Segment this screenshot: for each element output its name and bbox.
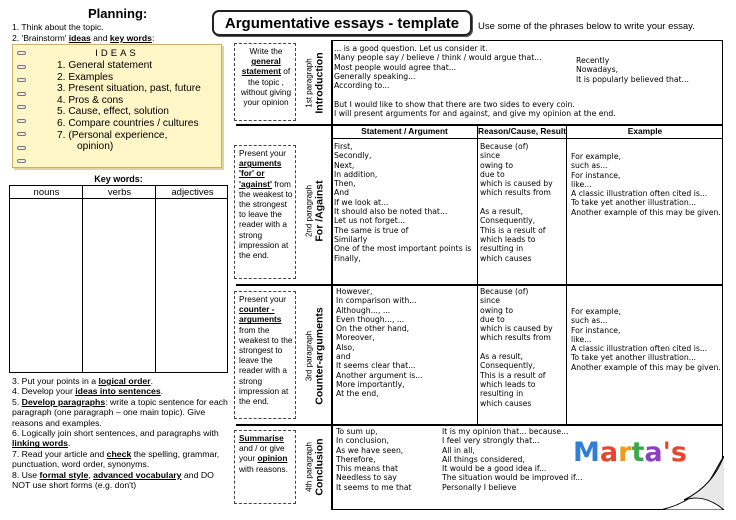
keywords-header-verbs: verbs	[107, 187, 132, 198]
body1-description: Present your arguments 'for' or 'against' from the weakest to the strongest to leave the reader with a strong impression at the end.	[234, 145, 296, 279]
body1-reasons	[480, 142, 553, 263]
phrase-line: As a result,	[480, 352, 524, 362]
body2-examples	[571, 307, 721, 372]
phrase-line: This means that	[336, 464, 399, 474]
phrase-line: In comparison with...	[336, 296, 417, 306]
phrase-line: Consequently,	[480, 216, 536, 226]
phrase-line: This is a result of	[480, 370, 546, 380]
ideas-item: opinion)	[77, 141, 114, 153]
phrase-line: The situation would be improved if...	[442, 473, 583, 483]
phrase-line: Nowadays,	[576, 65, 619, 75]
phrase-line: It seems to me that	[336, 482, 412, 492]
phrase-line: As we have seen,	[336, 445, 404, 455]
phrase-line: Secondly,	[334, 151, 372, 161]
body2-description: Present your counter - arguments from the weakest to the strongest to leave the reader with a strong impression at the end.	[234, 291, 296, 419]
phrase-line: which leads to	[480, 234, 536, 244]
keywords-column-verbs	[83, 186, 156, 372]
page-title: Argumentative essays - template	[212, 10, 472, 36]
phrase-line: owing to	[480, 305, 514, 315]
keywords-header-adjectives: adjectives	[171, 187, 214, 198]
planning-step-1: 1. Think about the topic.	[12, 22, 104, 32]
ideas-notepad	[12, 44, 222, 168]
phrase-line: Generally speaking...	[334, 71, 416, 81]
planning-title: Planning:	[88, 6, 148, 21]
keywords-table	[9, 185, 228, 373]
ideas-item: 3. Present situation, past, future	[57, 83, 201, 95]
phrase-line: resulting in	[480, 389, 524, 399]
phrase-line: For instance,	[571, 170, 621, 180]
phrase-line: which is caused by	[480, 324, 553, 334]
phrase-line	[480, 343, 553, 352]
phrase-line: First,	[334, 142, 353, 151]
phrase-line: In addition,	[334, 169, 378, 179]
phrase-line: This is a result of	[480, 225, 546, 235]
phrase-line: Even though..., ...	[336, 314, 405, 324]
intro-phrases-left	[334, 44, 542, 90]
phrase-line: owing to	[480, 160, 514, 170]
phrase-line: like...	[571, 334, 592, 344]
phrase-line: I feel very strongly that...	[442, 436, 540, 446]
phrase-line: Many people say / believe / think / would argue that...	[334, 53, 542, 63]
ideas-item: 2. Examples	[57, 71, 114, 83]
conclusion-section-label: 4th paragraph Conclusion	[305, 438, 327, 496]
column-header-statement: Statement / Argument	[361, 126, 448, 136]
page-curl-icon	[660, 456, 724, 510]
phrase-line: Similarly	[334, 234, 368, 244]
phrase-line: Another example of this may be given.	[571, 362, 721, 372]
conclusion-phrases-left	[336, 427, 412, 492]
phrase-line: The same is true of	[334, 225, 409, 235]
step-8: 8. Use formal style, advanced vocabulary and DO NOT use short forms (e.g. don't)	[12, 469, 214, 491]
phrase-line: such as...	[571, 161, 608, 171]
column-header-reason: Reason/Cause, Result	[478, 126, 566, 136]
phrase-line: such as...	[571, 316, 608, 326]
conclusion-description: Summarise and / or give your opinion with reasons.	[234, 430, 296, 504]
phrase-line: It seems clear that...	[336, 361, 416, 371]
phrase-line: I will present arguments for and against, and give my opinion at the end.	[334, 109, 616, 119]
phrase-line: To take yet another illustration...	[571, 353, 697, 363]
phrase-line: since	[480, 151, 500, 161]
phrase-line: It is popularly believed that...	[576, 74, 689, 84]
phrase-line: Most people would agree that...	[334, 62, 457, 72]
phrase-line: If we look at...	[334, 197, 389, 207]
phrase-line: since	[480, 296, 500, 306]
phrase-line: More importantly,	[336, 379, 405, 389]
phrase-line: resulting in	[480, 244, 524, 254]
phrase-line: Therefore,	[336, 454, 376, 464]
step2-suffix: :	[151, 33, 155, 43]
phrase-line: And	[334, 188, 350, 198]
phrase-line: Because (of)	[480, 287, 529, 296]
ideas-item: 1. General statement	[57, 60, 153, 71]
phrase-line: At the end,	[336, 389, 379, 399]
step2-and: and	[90, 33, 110, 43]
ideas-item: 7. (Personal experience,	[57, 129, 168, 141]
phrase-line: On the other hand,	[336, 324, 410, 334]
intro-phrases-right	[576, 56, 689, 84]
phrase-line: Let us not forget...	[334, 216, 406, 226]
step2-prefix: 2. 'Brainstorm'	[12, 33, 69, 43]
phrase-line: like...	[571, 179, 592, 189]
intro-section-label: 1st paragraph Introduction	[305, 52, 326, 114]
ideas-list	[57, 60, 201, 153]
phrase-line: Moreover,	[336, 333, 375, 343]
writing-steps	[12, 376, 234, 490]
phrase-line: Another example of this may be given.	[571, 207, 721, 217]
planning-step-2	[12, 33, 154, 43]
phrase-line: which leads to	[480, 379, 536, 389]
phrase-line: ... is a good question. Let us consider it.	[334, 44, 488, 53]
phrase-line: which causes	[480, 398, 532, 408]
phrase-line: In conclusion,	[336, 436, 389, 446]
phrase-line: Because (of)	[480, 142, 529, 151]
keywords-header-nouns: nouns	[33, 187, 60, 198]
phrase-line: which causes	[480, 253, 532, 263]
body2-connectors	[336, 287, 423, 399]
phrase-line: For example,	[571, 307, 621, 316]
phrase-line: However,	[336, 287, 373, 296]
step-3: 3. Put your points in a logical order.	[12, 376, 154, 386]
phrase-line: Consequently,	[480, 361, 536, 371]
phrase-line: All in all,	[442, 445, 475, 455]
ideas-item: 4. Pros & cons	[57, 94, 124, 106]
notepad-spiral-icon	[17, 51, 27, 163]
phrase-line: For example,	[571, 152, 621, 161]
grid-divider	[331, 138, 723, 139]
grid-divider	[477, 124, 478, 424]
grid-divider	[566, 124, 567, 424]
phrase-line: One of the most important points is	[334, 244, 472, 254]
intro-phrases-wide	[334, 100, 616, 119]
phrase-line: Another argument is...	[336, 370, 423, 380]
column-header-example: Example	[627, 126, 663, 136]
phrase-line: Then,	[334, 179, 356, 189]
phrase-line: due to	[480, 314, 505, 324]
phrase-line: which results from	[480, 333, 551, 343]
phrase-line: For instance,	[571, 325, 621, 335]
step2-ideas: ideas	[68, 33, 91, 43]
body2-section-label: 3rd paragraph Counter-arguments	[305, 307, 326, 405]
phrase-line: It would be a good idea if...	[442, 464, 547, 474]
body1-section-label: 2nd paragraph For /Against	[305, 180, 327, 242]
body1-connectors	[334, 142, 471, 263]
keywords-title: Key words:	[94, 174, 143, 184]
step2-keywords: key words	[109, 33, 152, 43]
ideas-title: IDEAS	[95, 48, 139, 59]
phrase-line: Although..., ...	[336, 305, 391, 315]
phrase-line: But I would like to show that there are two sides to every coin.	[334, 100, 575, 109]
phrase-line: To take yet another illustration...	[571, 198, 697, 208]
body1-examples	[571, 152, 721, 217]
phrase-line: Personally I believe	[442, 482, 517, 492]
phrase-line: which is caused by	[480, 179, 553, 189]
phrase-line: Finally,	[334, 253, 361, 263]
body2-reasons	[480, 287, 553, 408]
step-7: 7. Read your article and check the spelling, grammar, punctuation, word order, synonyms.	[12, 448, 220, 470]
phrase-line: Recently	[576, 56, 610, 65]
phrase-line: Needless to say	[336, 473, 397, 483]
phrase-line: To sum up,	[336, 427, 378, 436]
phrase-line: As a result,	[480, 207, 524, 217]
ideas-item: 5. Cause, effect, solution	[57, 106, 169, 118]
phrase-line	[480, 198, 553, 207]
step-4: 4. Develop your ideas into sentences.	[12, 386, 164, 397]
keywords-column-nouns	[10, 186, 83, 372]
intro-description: Write the general statement of the topic , without giving your opinion	[234, 43, 296, 121]
ideas-item: 6. Compare countries / cultures	[57, 117, 199, 129]
phrase-line: and	[336, 352, 351, 362]
phrase-line: All things considered,	[442, 454, 525, 464]
phrase-line: Also,	[336, 342, 355, 352]
phrase-line: According to...	[334, 81, 390, 91]
step-6: 6. Logically join short sentences, and paragraphs with linking words.	[12, 428, 219, 449]
phrase-line: It is my opinion that... because...	[442, 427, 569, 436]
conclusion-phrases-right	[442, 427, 582, 492]
step-5: 5. Develop paragraphs: write a topic sentence for each paragraph (one paragraph – one main topic). Give reasons and examples.	[12, 396, 228, 428]
phrase-line: It should also be noted that...	[334, 207, 448, 217]
phrase-line: A classic illustration often cited is...	[571, 189, 708, 199]
phrase-line: due to	[480, 169, 505, 179]
phrase-line: which results from	[480, 188, 551, 198]
martas-logo: Marta's	[573, 437, 687, 468]
phrase-line: A classic illustration often cited is...	[571, 344, 708, 354]
page-subtitle: Use some of the phrases below to write your essay.	[478, 21, 695, 32]
phrase-line: Next,	[334, 160, 355, 170]
grid-divider	[331, 40, 333, 510]
